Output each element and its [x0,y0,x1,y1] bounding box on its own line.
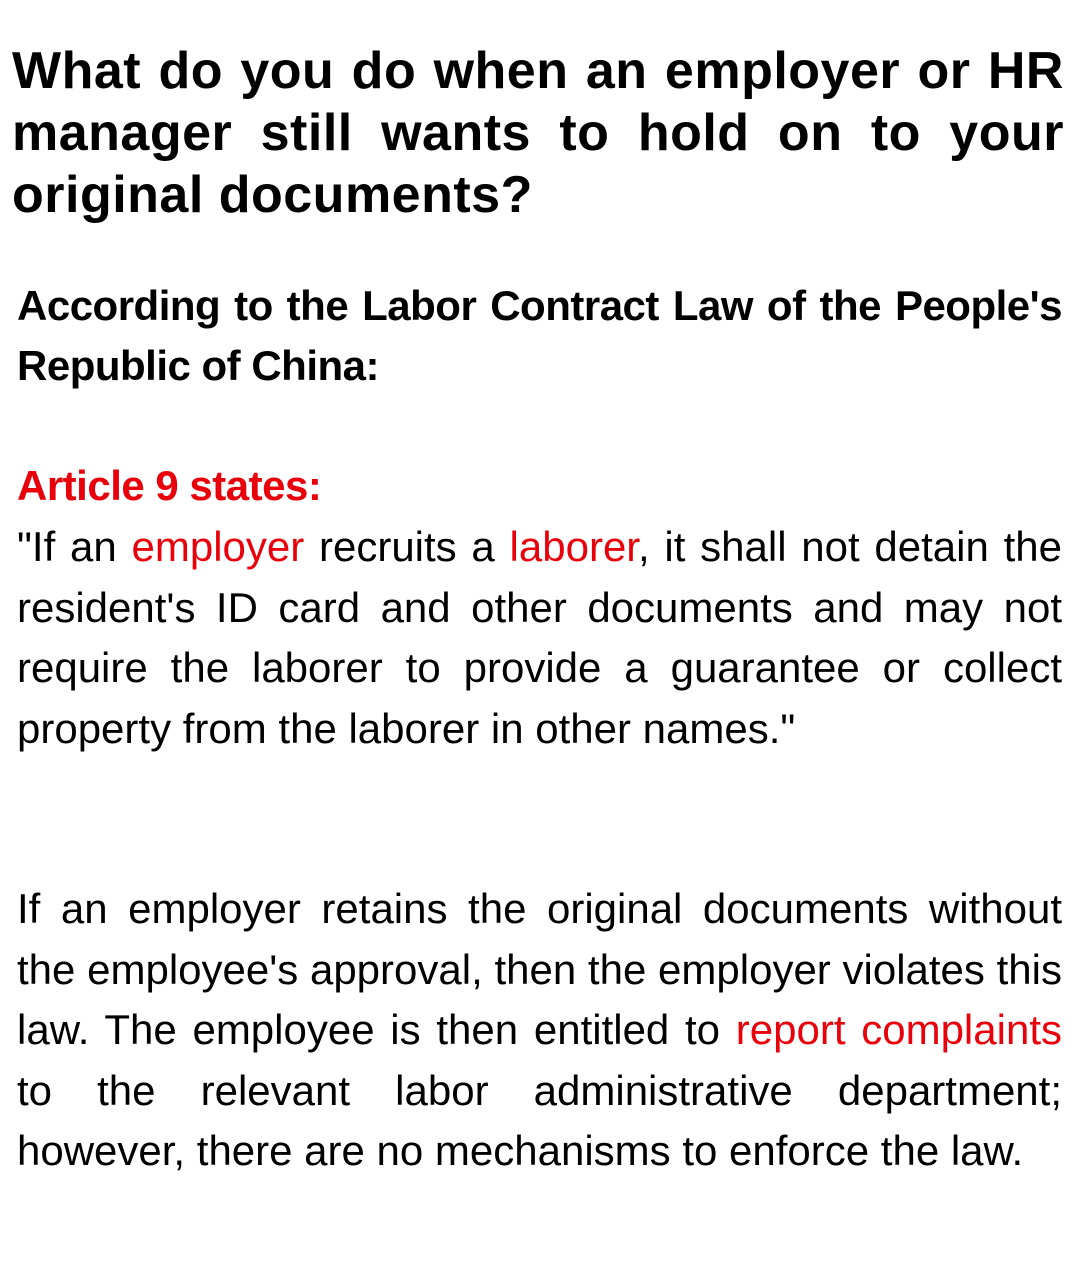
highlight-report-complaints: report complaints [735,1006,1062,1053]
explanation-paragraph [17,879,1062,1182]
law-subheading: According to the Labor Contract Law of the People's Republic of China: [17,282,1062,389]
page-title: What do you do when an employer or HR manager still wants to hold on to your original documents? [12,42,1064,224]
highlight-laborer: laborer [509,523,638,570]
paragraph-text: to the relevant labor administrative department; however, there are no mechanisms to enforce the law. [17,1066,1062,1174]
quote-text: "If an [17,523,132,570]
quote-text: recruits a [304,523,510,570]
paragraph-text: If an employer retains the original documents without the employee's approval, then the employer violates this law. The employee is then entitled to [17,885,1062,1053]
article-quote [17,517,1062,759]
quote-text: , it shall not detain the resident's ID card and other documents and may not require the laborer to provide a guarantee or collect property from the laborer in other names." [17,523,1062,752]
article-label: Article 9 states: [17,462,322,509]
highlight-employer: employer [131,523,305,570]
